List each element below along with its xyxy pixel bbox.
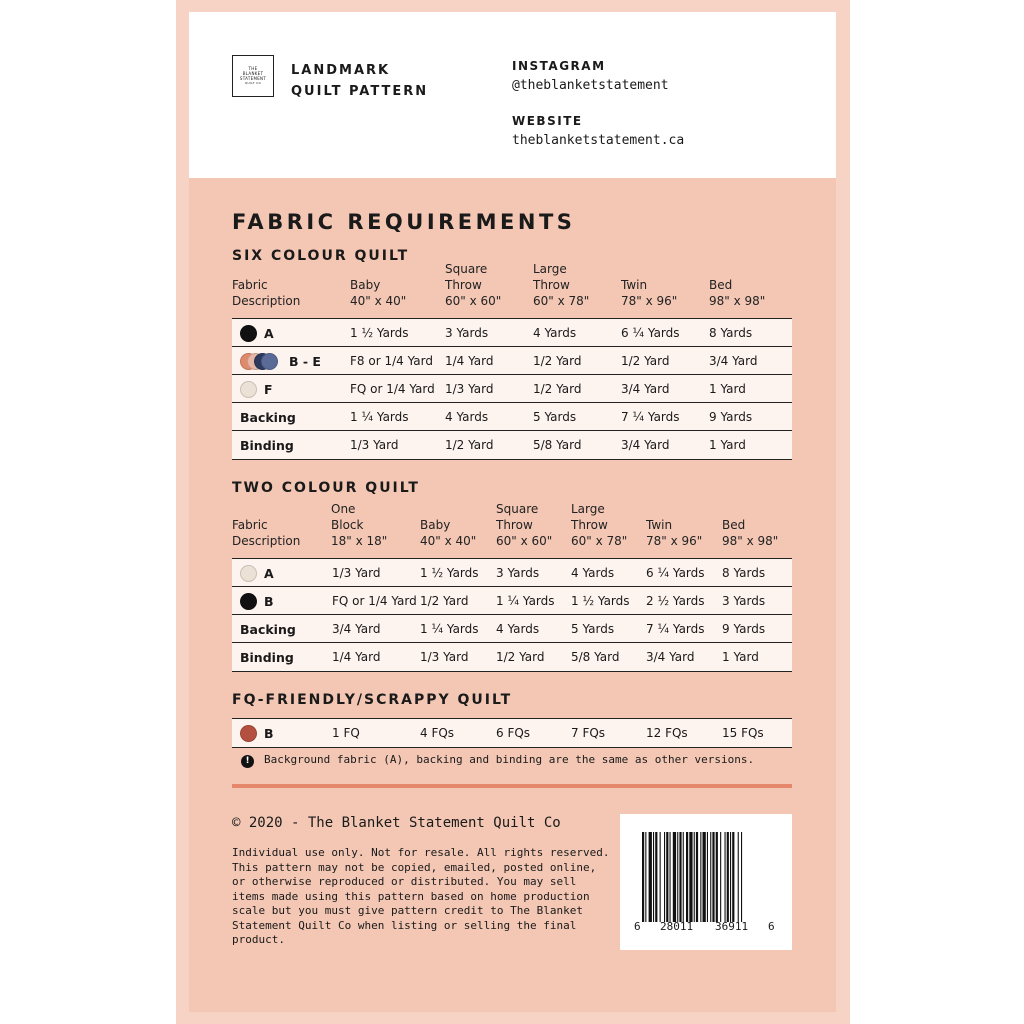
barcode-bar [738, 832, 739, 922]
column-header [621, 261, 677, 309]
table-cell: 4 FQs [420, 726, 455, 740]
barcode-bar [741, 832, 742, 922]
column-header-line: Twin [646, 518, 673, 532]
table-row [232, 587, 792, 615]
barcode-bar [653, 832, 654, 922]
row-label: Binding [240, 438, 294, 453]
copyright-text: © 2020 - The Blanket Statement Quilt Co [232, 815, 561, 831]
fabric-swatch [240, 593, 257, 610]
column-header-line: 60" x 78" [571, 534, 628, 548]
table-cell: 1/3 Yard [332, 566, 381, 580]
barcode-bar [679, 832, 681, 922]
table-cell: 1/2 Yard [496, 650, 545, 664]
table-cell: 1 ¼ Yards [420, 622, 479, 636]
pattern-title-line1: LANDMARK [291, 63, 391, 78]
two-colour-title: TWO COLOUR QUILT [232, 480, 420, 496]
two-colour-table [232, 558, 792, 672]
website-label: WEBSITE [512, 114, 583, 128]
column-header [331, 501, 387, 549]
table-cell: 5 Yards [533, 410, 577, 424]
instagram-handle[interactable]: @theblanketstatement [512, 78, 669, 93]
column-header-line: Baby [420, 518, 451, 532]
logo-line: STATEMENT [239, 76, 267, 81]
table-cell: 8 Yards [709, 326, 753, 340]
table-row [232, 347, 792, 375]
barcode-bar [655, 832, 657, 922]
column-header-line [709, 261, 765, 277]
fabric-swatch [240, 725, 257, 742]
table-cell: 1/4 Yard [332, 650, 381, 664]
table-row [232, 719, 792, 747]
column-header-line [232, 501, 300, 517]
column-header-line: Description [232, 534, 301, 548]
barcode-bar [716, 832, 718, 922]
section-divider [232, 784, 792, 788]
barcode-bar [670, 832, 671, 922]
column-header-line: 40" x 40" [420, 534, 477, 548]
barcode-digit: 28011 [660, 920, 694, 933]
row-label: Backing [240, 622, 296, 637]
column-header-line: Throw [496, 518, 533, 532]
column-header-line [420, 501, 476, 517]
website-link[interactable]: theblanketstatement.ca [512, 133, 685, 148]
column-header-line: 60" x 60" [496, 534, 553, 548]
table-row [232, 431, 792, 459]
table-row [232, 615, 792, 643]
table-cell: 1/2 Yard [621, 354, 670, 368]
barcode-bar [649, 832, 652, 922]
column-header-line: Description [232, 294, 301, 308]
column-header-line [722, 501, 778, 517]
table-cell: 5 Yards [571, 622, 615, 636]
barcode [620, 814, 792, 950]
header-card [189, 12, 836, 178]
table-cell: 9 Yards [722, 622, 766, 636]
table-cell: F8 or 1/4 Yard [350, 354, 433, 368]
column-header [496, 501, 552, 549]
table-row [232, 375, 792, 403]
row-label: F [264, 382, 273, 397]
table-cell: 3/4 Yard [621, 382, 670, 396]
table-cell: 1 FQ [332, 726, 360, 740]
barcode-bar [683, 832, 684, 922]
column-header [533, 261, 589, 309]
table-cell: 1 ½ Yards [420, 566, 479, 580]
column-header-line: 60" x 78" [533, 294, 590, 308]
column-header [445, 261, 501, 309]
fq-quilt-title: FQ-FRIENDLY/SCRAPPY QUILT [232, 692, 513, 708]
logo-line: BLANKET [242, 71, 264, 76]
table-cell: 5/8 Yard [533, 438, 582, 452]
barcode-bar [710, 832, 711, 922]
table-cell: 6 FQs [496, 726, 531, 740]
barcode-bar [720, 832, 721, 922]
row-label: Backing [240, 410, 296, 425]
column-header [420, 501, 476, 549]
table-row [232, 319, 792, 347]
column-header [232, 501, 300, 549]
barcode-bar [664, 832, 665, 922]
column-header [722, 501, 778, 549]
table-cell: 6 ¼ Yards [621, 326, 680, 340]
six-colour-title: SIX COLOUR QUILT [232, 248, 410, 264]
table-cell: 5/8 Yard [571, 650, 620, 664]
column-header-line: Large [571, 502, 605, 516]
brand-logo [232, 55, 274, 97]
table-cell: 8 Yards [722, 566, 766, 580]
column-header-line: Baby [350, 278, 381, 292]
fabric-swatch [240, 381, 257, 398]
barcode-bars [620, 814, 792, 924]
table-cell: 3 Yards [496, 566, 540, 580]
table-cell: 1/2 Yard [445, 438, 494, 452]
table-cell: 7 FQs [571, 726, 606, 740]
table-cell: 1/2 Yard [533, 354, 582, 368]
barcode-bar [689, 832, 692, 922]
table-cell: 1 ½ Yards [571, 594, 630, 608]
table-row [232, 403, 792, 431]
table-cell: 3/4 Yard [709, 354, 758, 368]
barcode-bar [725, 832, 726, 922]
table-cell: 3/4 Yard [646, 650, 695, 664]
fabric-swatch [261, 353, 278, 370]
barcode-bar [700, 832, 701, 922]
row-label: Binding [240, 650, 294, 665]
barcode-bar [666, 832, 668, 922]
six-colour-table [232, 318, 792, 460]
row-label: B [264, 594, 274, 609]
column-header-line: Throw [533, 278, 570, 292]
table-cell: 1/2 Yard [420, 594, 469, 608]
table-row [232, 643, 792, 671]
table-cell: 1/3 Yard [420, 650, 469, 664]
fabric-swatch [240, 565, 257, 582]
table-cell: 4 Yards [445, 410, 489, 424]
table-cell: 2 ½ Yards [646, 594, 705, 608]
table-cell: 4 Yards [533, 326, 577, 340]
column-header-line: Bed [722, 518, 746, 532]
barcode-bar [707, 832, 708, 922]
column-header-line: Fabric [232, 518, 268, 532]
table-cell: 1 Yard [709, 382, 746, 396]
column-header-line: One [331, 502, 356, 516]
column-header-line: Large [533, 262, 567, 276]
barcode-bar [677, 832, 678, 922]
column-header-line: 98" x 98" [722, 534, 779, 548]
table-cell: 3/4 Yard [332, 622, 381, 636]
column-header [350, 261, 406, 309]
barcode-bar [696, 832, 698, 922]
fabric-swatch [240, 325, 257, 342]
table-cell: 3 Yards [722, 594, 766, 608]
barcode-bar [730, 832, 731, 922]
pattern-title [291, 60, 428, 102]
column-header-line: 78" x 96" [621, 294, 678, 308]
row-label: A [264, 566, 274, 581]
fq-note: Background fabric (A), backing and binding are the same as other versions. [264, 753, 755, 766]
barcode-digit: 6 [634, 920, 641, 933]
column-header-line: 78" x 96" [646, 534, 703, 548]
legal-text: Individual use only. Not for resale. All rights reserved. This pattern may not be copied, emailed, posted online, or otherwise reproduced or distributed. You may sell items made using this pattern based on home production scale but you must give pattern credit to The Blanket Statement Quilt Co when listing or selling the final product. [232, 846, 610, 946]
column-header-line: Bed [709, 278, 733, 292]
column-header [646, 501, 702, 549]
fabric-requirements-title: FABRIC REQUIREMENTS [232, 210, 576, 234]
pattern-title-line2: QUILT PATTERN [291, 84, 429, 99]
barcode-bar [660, 832, 661, 922]
barcode-bar [694, 832, 695, 922]
table-cell: 1/3 Yard [445, 382, 494, 396]
table-cell: 6 ¼ Yards [646, 566, 705, 580]
table-cell: 15 FQs [722, 726, 764, 740]
table-cell: 1 Yard [722, 650, 759, 664]
table-cell: 12 FQs [646, 726, 688, 740]
barcode-bar [642, 832, 644, 922]
table-cell: FQ or 1/4 Yard [350, 382, 435, 396]
logo-line: THE [248, 66, 258, 71]
column-header [232, 261, 300, 309]
barcode-bar [645, 832, 646, 922]
barcode-bar [732, 832, 734, 922]
column-header-line: Throw [571, 518, 608, 532]
fq-quilt-table [232, 718, 792, 748]
column-header-line: Square [496, 502, 539, 516]
row-label: B [264, 726, 274, 741]
column-header-line [621, 261, 677, 277]
table-cell: 9 Yards [709, 410, 753, 424]
table-cell: 3/4 Yard [621, 438, 670, 452]
column-header-line: 18" x 18" [331, 534, 388, 548]
column-header-line [646, 501, 702, 517]
column-header-line: Block [331, 518, 364, 532]
barcode-digit: 6 [768, 920, 775, 933]
table-cell: 1/3 Yard [350, 438, 399, 452]
table-cell: 3 Yards [445, 326, 489, 340]
column-header [709, 261, 765, 309]
table-cell: 7 ¼ Yards [646, 622, 705, 636]
column-header-line: 98" x 98" [709, 294, 766, 308]
table-cell: 4 Yards [571, 566, 615, 580]
row-label: B - E [289, 354, 321, 369]
table-cell: 1 ¼ Yards [496, 594, 555, 608]
table-cell: 1 ¼ Yards [350, 410, 409, 424]
column-header-line: Fabric [232, 278, 268, 292]
barcode-bar [727, 832, 729, 922]
info-icon: ! [241, 755, 254, 768]
column-header [571, 501, 627, 549]
barcode-bar [686, 832, 688, 922]
table-cell: 1 ½ Yards [350, 326, 409, 340]
table-cell: 4 Yards [496, 622, 540, 636]
table-cell: 1/4 Yard [445, 354, 494, 368]
column-header-line: Square [445, 262, 488, 276]
table-cell: FQ or 1/4 Yard [332, 594, 417, 608]
logo-line: QUILT CO [244, 81, 262, 85]
barcode-bar [712, 832, 714, 922]
table-row [232, 559, 792, 587]
table-cell: 1 Yard [709, 438, 746, 452]
column-header-line: Throw [445, 278, 482, 292]
column-header-line: 60" x 60" [445, 294, 502, 308]
barcode-bar [703, 832, 706, 922]
barcode-digit: 36911 [715, 920, 749, 933]
column-header-line [350, 261, 406, 277]
table-cell: 1/2 Yard [533, 382, 582, 396]
column-header-line: Twin [621, 278, 648, 292]
column-header-line: 40" x 40" [350, 294, 407, 308]
row-label: A [264, 326, 274, 341]
barcode-bar [673, 832, 676, 922]
column-header-line [232, 261, 300, 277]
instagram-label: INSTAGRAM [512, 59, 606, 73]
table-cell: 7 ¼ Yards [621, 410, 680, 424]
